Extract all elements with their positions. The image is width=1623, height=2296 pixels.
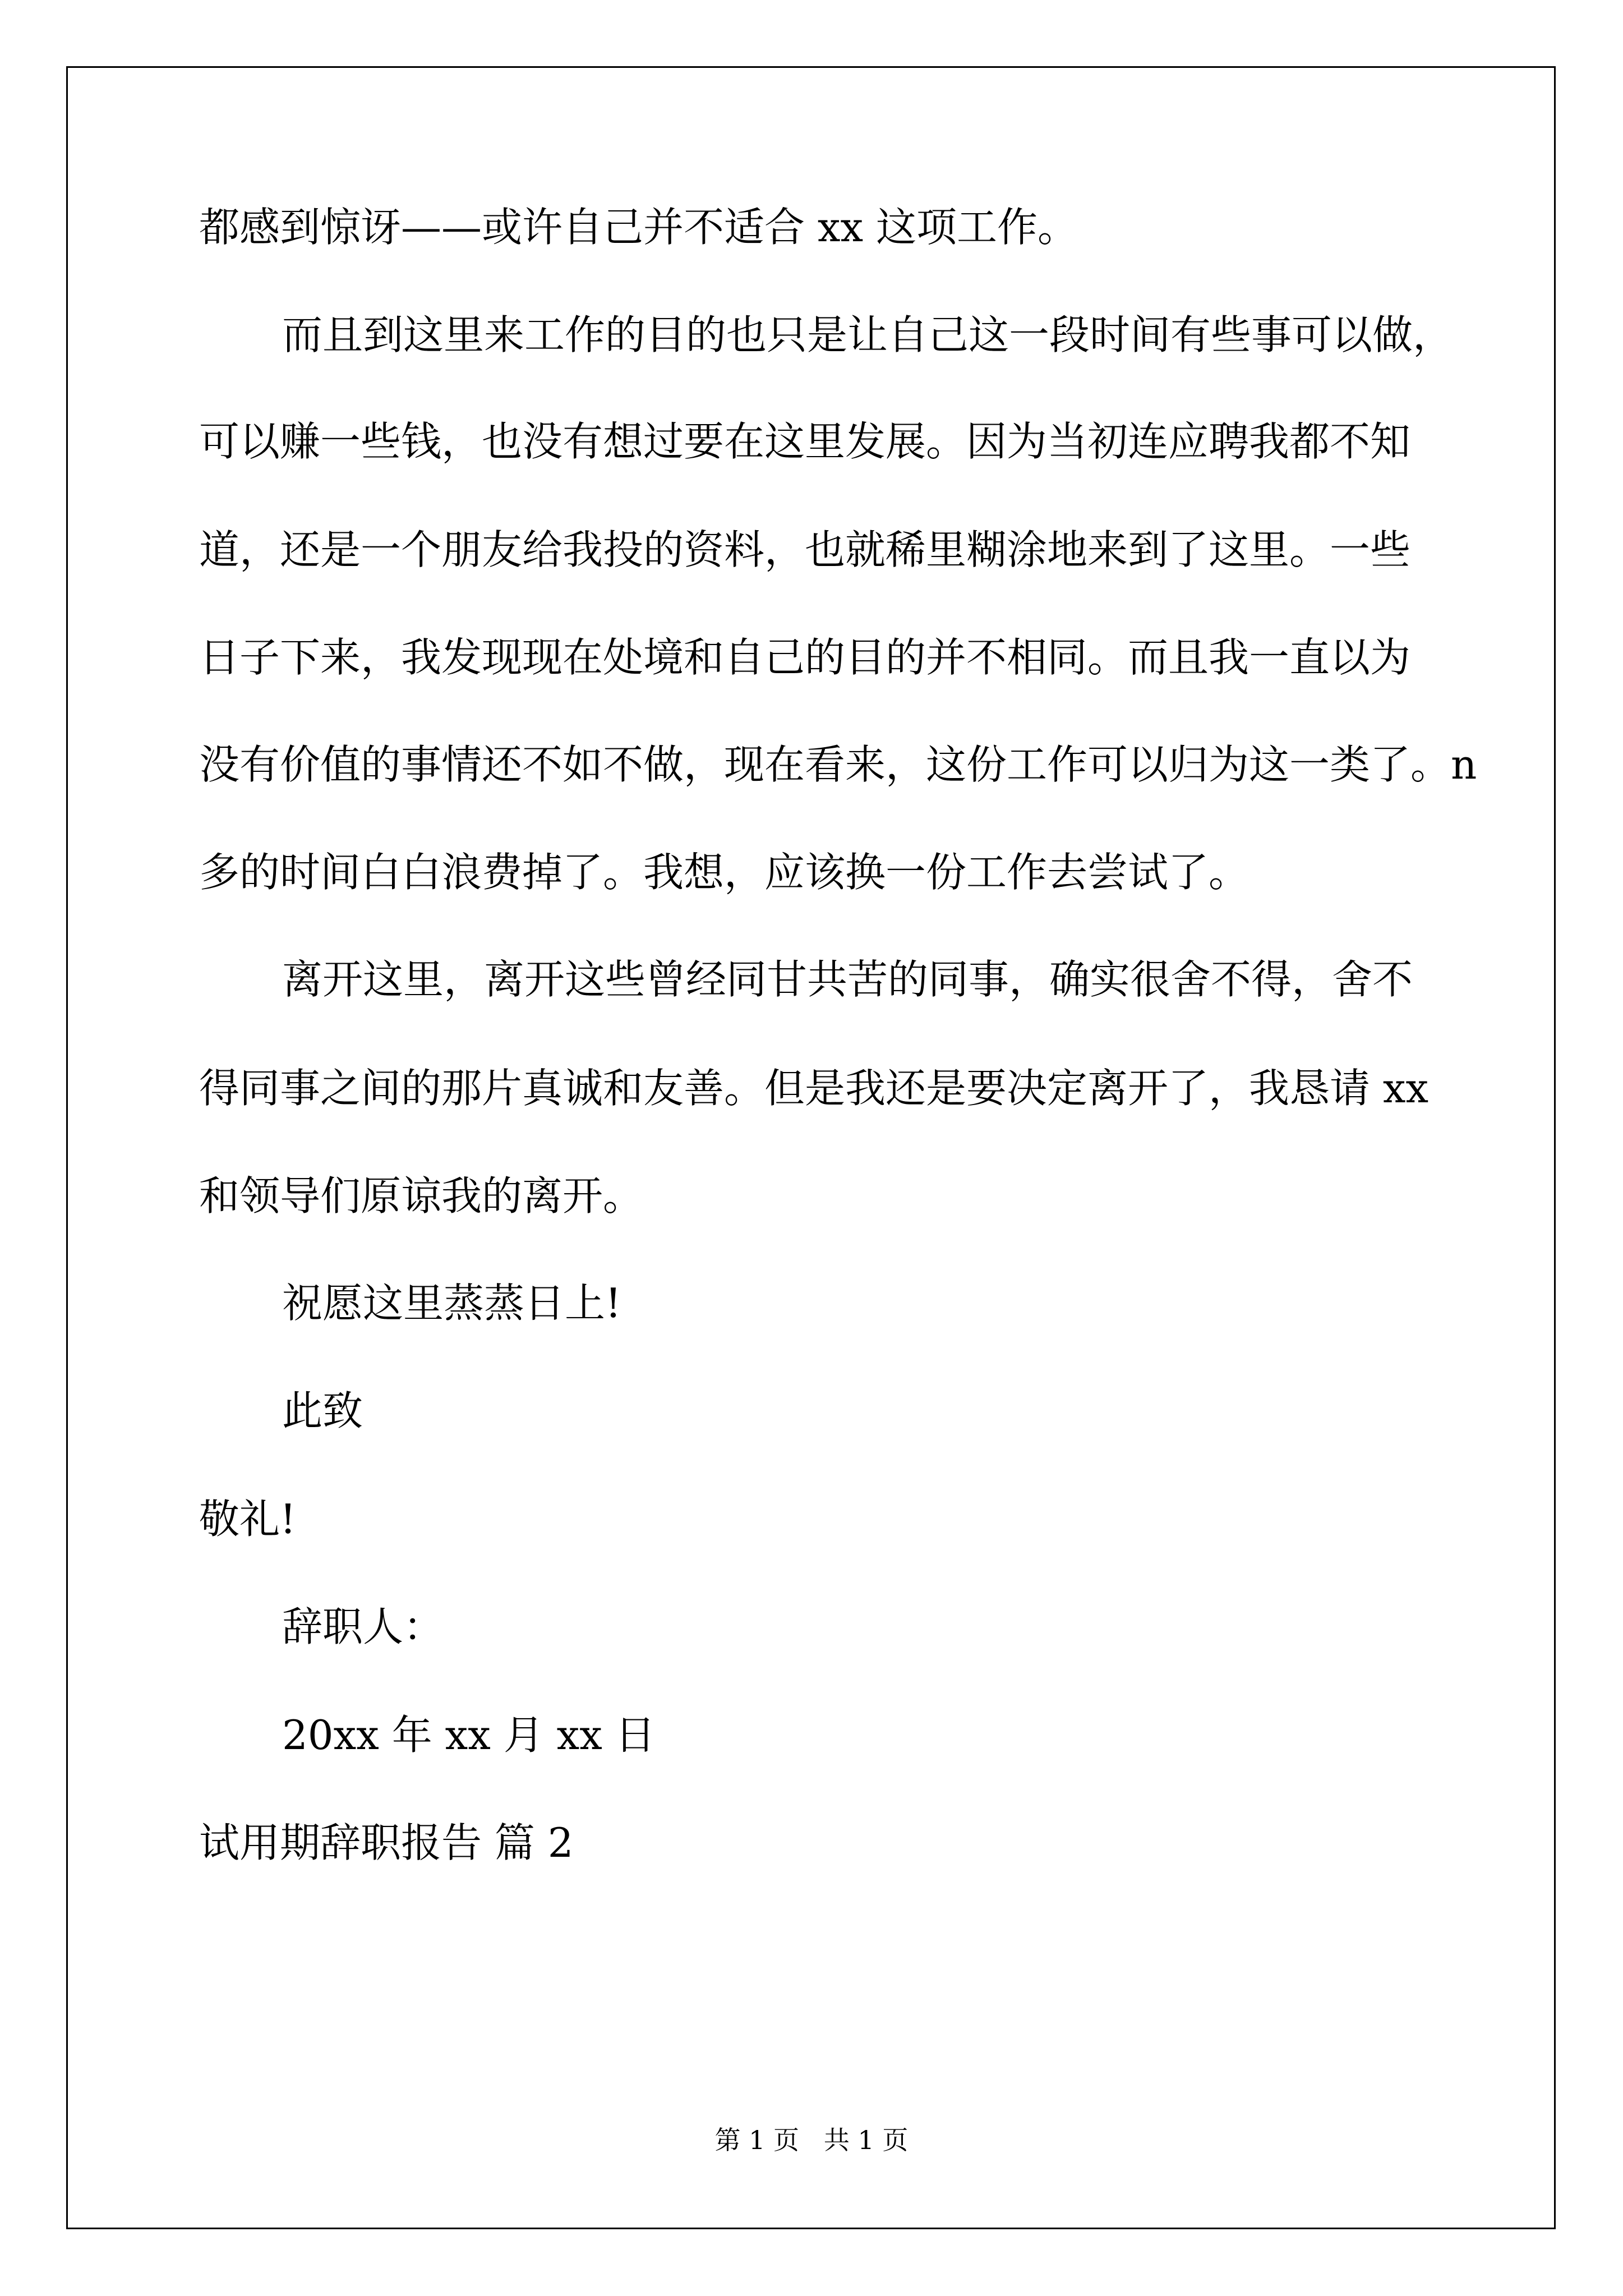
text-line: 日子下来，我发现现在处境和自己的目的并不相同。而且我一直以为 [199,634,1411,681]
text-line: 和领导们原谅我的离开。 [199,1172,644,1220]
text-line: 而且到这里来工作的目的也只是让自己这一段时间有些事可以做， [282,311,1454,358]
signature-label: 辞职人： [282,1603,444,1650]
salutation-regards: 敬礼! [199,1496,296,1543]
closing-wish: 祝愿这里蒸蒸日上! [282,1280,621,1327]
text-line: 可以赚一些钱，也没有想过要在这里发展。因为当初连应聘我都不知 [199,418,1411,465]
page-footer: 第 1 页 共 1 页 [714,2125,909,2155]
salutation: 此致 [282,1387,363,1434]
text-line: 没有价值的事情还不如不做，现在看来，这份工作可以归为这一类了。n [199,741,1477,788]
page-border [66,66,1556,2229]
section-heading: 试用期辞职报告 篇 2 [199,1819,574,1866]
text-line: 道，还是一个朋友给我投的资料，也就稀里糊涂地来到了这里。一些 [199,526,1411,573]
date-line: 20xx 年 xx 月 xx 日 [282,1711,656,1759]
text-line: 得同事之间的那片真诚和友善。但是我还是要决定离开了，我恳请 xx [199,1065,1429,1112]
text-line: 多的时间白白浪费掉了。我想，应该换一份工作去尝试了。 [199,849,1249,896]
text-line: 离开这里，离开这些曾经同甘共苦的同事，确实很舍不得，舍不 [282,956,1413,1003]
text-line: 都感到惊讶——或许自己并不适合 xx 这项工作。 [199,204,1078,251]
